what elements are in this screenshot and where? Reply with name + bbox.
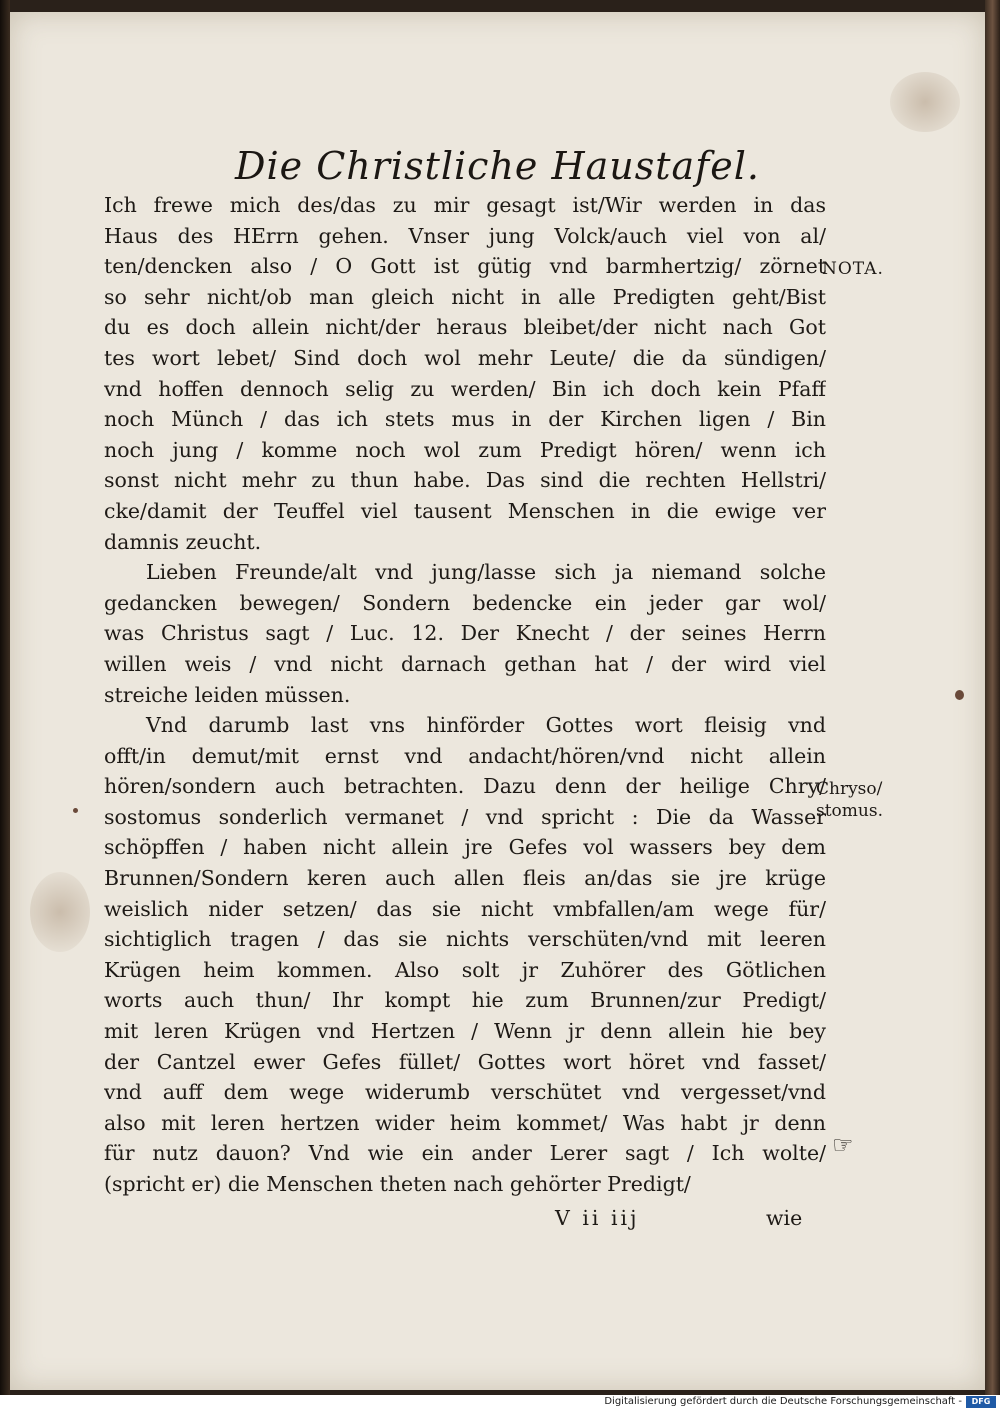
text-line: noch jung / komme noch wol zum Predigt hören/ wenn ich: [104, 437, 826, 462]
text-line: du es doch allein nicht/der heraus bleibet/der nicht nach Got: [104, 315, 826, 340]
text-line: Brunnen/Sondern keren auch allen fleis an/das sie jre krüge: [104, 866, 826, 891]
signature-mark: V ii iij: [555, 1206, 640, 1230]
text-line: mit leren Krügen vnd Hertzen / Wenn jr denn allein hie bey: [104, 1019, 826, 1044]
text-line: streiche leiden müssen.: [104, 682, 351, 707]
dfg-logo: DFG: [966, 1396, 996, 1408]
text-line: (spricht er) die Menschen theten nach gehörter Predigt/: [104, 1172, 691, 1196]
text-line: willen weis / vnd nicht darnach gethan hat / der wird viel: [104, 651, 826, 676]
text-line: was Christus sagt / Luc. 12. Der Knecht / der seines Herrn: [104, 621, 826, 646]
text-line: gedancken bewegen/ Sondern bedencke ein jeder gar wol/: [104, 590, 826, 615]
text-line: Lieben Freunde/alt vnd jung/lasse sich ja niemand solche: [146, 560, 826, 585]
text-line: offt/in demut/mit ernst vnd andacht/hören/vnd nicht allein: [104, 743, 826, 768]
text-line: so sehr nicht/ob man gleich nicht in alle Predigten geht/Bist: [104, 284, 826, 309]
text-line: damnis zeucht.: [104, 529, 262, 554]
text-line: tes wort lebet/ Sind doch wol mehr Leute/ die da sündigen/: [104, 345, 826, 370]
catchword: wie: [766, 1206, 803, 1230]
text-block: [104, 190, 826, 1200]
text-line: Ich frewe mich des/das zu mir gesagt ist/Wir werden in das: [104, 193, 826, 217]
text-line: vnd hoffen dennoch selig zu werden/ Bin ich doch kein Pfaff: [104, 376, 826, 401]
margin-note-chryso: Chryso/: [816, 779, 883, 799]
text-line: sichtiglich tragen / das sie nichts verschüten/vnd mit leeren: [104, 927, 826, 952]
text-line: ten/dencken also / O Gott ist gütig vnd barmhertzig/ zörnet: [104, 254, 826, 279]
footer-bar: [0, 1395, 1000, 1409]
text-line: noch Münch / das ich stets mus in der Kirchen ligen / Bin: [104, 407, 826, 432]
text-line: für nutz dauon? Vnd wie ein ander Lerer sagt / Ich wolte/: [104, 1141, 826, 1166]
text-line: sostomus sonderlich vermanet / vnd spricht : Die da Wasser: [104, 804, 826, 829]
text-line: Krügen heim kommen. Also solt jr Zuhörer des Götlichen: [104, 957, 826, 982]
book-page: [10, 12, 985, 1390]
paper-stain: [30, 872, 90, 952]
paper-stain: [890, 72, 960, 132]
book-spine-left: [0, 0, 10, 1395]
pointing-hand-icon: ☞: [832, 1131, 854, 1159]
page-title: Die Christliche Haustafel.: [235, 144, 760, 188]
text-line: Vnd darumb last vns hinförder Gottes wort fleisig vnd: [146, 713, 826, 738]
text-line: hören/sondern auch betrachten. Dazu denn der heilige Chry/: [104, 774, 826, 799]
book-edge-right: [985, 0, 1000, 1395]
text-line: schöpffen / haben nicht allein jre Gefes vol wassers bey dem: [104, 835, 826, 860]
footer-credit: Digitalisierung gefördert durch die Deutsche Forschungsgemeinschaft -: [604, 1396, 962, 1407]
text-line: worts auch thun/ Ihr kompt hie zum Brunnen/zur Predigt/: [104, 988, 826, 1013]
margin-note-nota: NOTA.: [822, 259, 884, 279]
ink-spot: [955, 690, 964, 700]
text-line: vnd auff dem wege widerumb verschütet vnd vergesset/vnd: [104, 1080, 826, 1105]
text-line: also mit leren hertzen wider heim kommet/ Was habt jr denn: [104, 1110, 826, 1135]
text-line: Haus des HErrn gehen. Vnser jung Volck/auch viel von al/: [104, 223, 826, 248]
text-line: sonst nicht mehr zu thun habe. Das sind die rechten Hellstri/: [104, 468, 826, 493]
margin-note-stomus: stomus.: [816, 801, 883, 821]
text-line: der Cantzel ewer Gefes füllet/ Gottes wort höret vnd fasset/: [104, 1049, 826, 1074]
text-line: weislich nider setzen/ das sie nicht vmbfallen/am wege für/: [104, 896, 826, 921]
ink-spot: [73, 808, 78, 813]
text-line: cke/damit der Teuffel viel tausent Menschen in die ewige ver: [104, 498, 826, 523]
